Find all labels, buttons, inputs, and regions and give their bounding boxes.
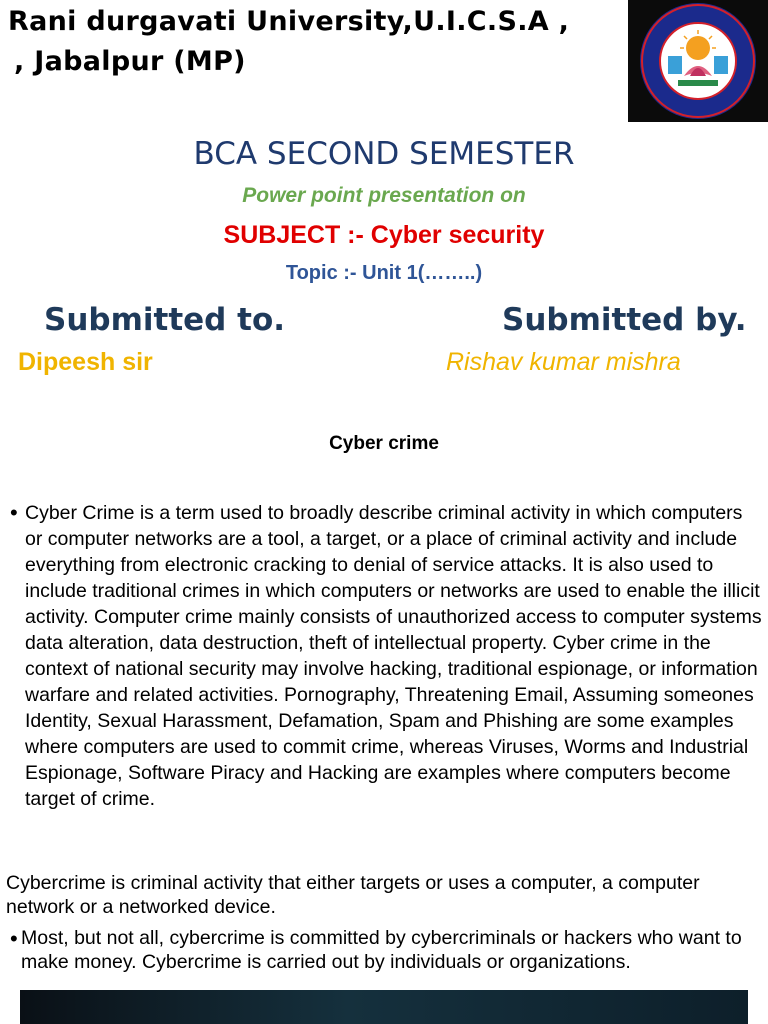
section-title: Cyber crime: [329, 433, 439, 454]
topic-line: Topic :- Unit 1(……..): [285, 262, 483, 284]
university-title-line2: , Jabalpur (MP): [14, 46, 246, 77]
university-seal-icon: [628, 0, 768, 122]
bullet-text-cyber-crime: Cyber Crime is a term used to broadly describe criminal activity in which computers or computer networks are a tool, a target, or a place of criminal activity and include everything from electronic cracking to denial of service attacks. It is also used to include traditional crimes in which computers or networks are used to enable the illicit activity. Computer crime mainly consists of unauthorized access to computer systems data alteration, data destruction, theft of intellectual property. Cyber crime in the context of national security may involve hacking, traditional espionage, or information warfare and related activities. Pornography, Threatening Email, Assuming someones Identity, Sexual Harassment, Defamation, Spam and Phishing are some examples where computers are used to commit crime, whereas Viruses, Worms and Industrial Espionage, Software Piracy and Hacking are examples where computers become target of crime.: [25, 502, 762, 810]
paragraph-cybercrime-definition: Cybercrime is criminal activity that either targets or uses a computer, a computer network or a networked device.: [6, 872, 700, 918]
semester-heading: BCA SECOND SEMESTER: [193, 136, 575, 172]
submitted-by-label: Submitted by.: [502, 302, 747, 338]
subject-line: SUBJECT :- Cyber security: [223, 221, 545, 249]
submitted-to-label: Submitted to.: [44, 302, 286, 338]
bullet-text-cybercriminals: Most, but not all, cybercrime is committed by cybercriminals or hackers who want to make money. Cybercrime is carried out by individuals or organizations.: [21, 927, 742, 973]
university-title-line1: Rani durgavati University,U.I.C.S.A ,: [8, 6, 570, 37]
submitted-by-name: Rishav kumar mishra: [446, 348, 681, 376]
bottom-image-banner: [20, 990, 748, 1024]
presentation-subtitle: Power point presentation on: [242, 184, 526, 207]
bullet-marker: •: [10, 926, 18, 951]
bullet-marker: •: [10, 500, 18, 525]
university-logo: [628, 0, 768, 122]
submitted-to-name: Dipeesh sir: [18, 348, 153, 376]
